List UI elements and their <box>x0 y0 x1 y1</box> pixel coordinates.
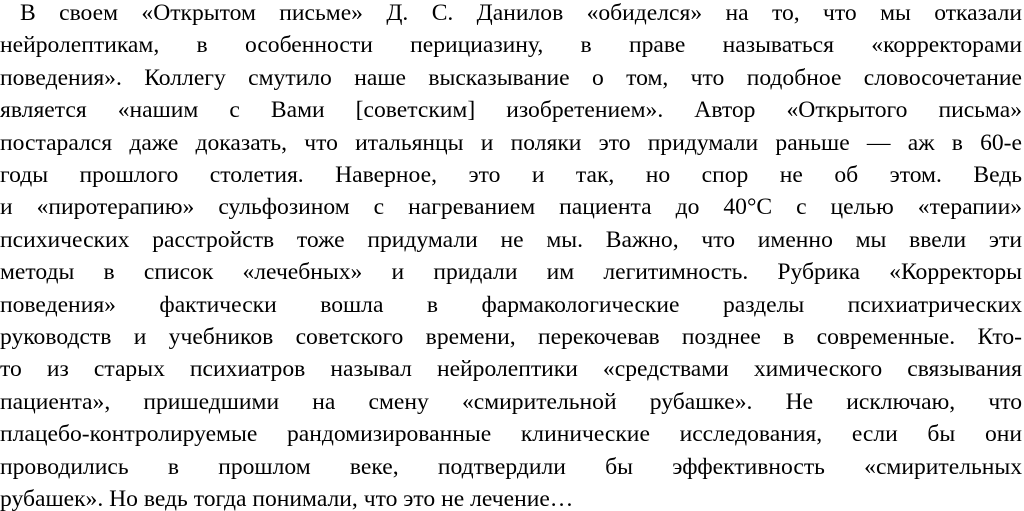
text-line: является «нашим с Вами [советским] изобретением». Автор «Открытого письма» <box>0 97 1022 124</box>
text-line: и «пиротерапию» сульфозином с нагреванием пациента до 40°C с целью «терапии» <box>0 194 1022 221</box>
text-line: рубашек». Но ведь тогда понимали, что это не лечение… <box>0 486 574 511</box>
text-line: проводились в прошлом веке, подтвердили бы эффективность «смирительных <box>0 453 1022 480</box>
text-line: пациента», пришедшими на смену «смирительной рубашке». Не исключаю, что <box>0 388 1022 415</box>
text-line: поведения». Коллегу смутило наше высказывание о том, что подобное словосочетание <box>0 64 1022 91</box>
text-line: годы прошлого столетия. Наверное, это и так, но спор не об этом. Ведь <box>0 162 1022 188</box>
text-line: методы в список «лечебных» и придали им легитимность. Рубрика «Корректоры <box>0 259 1022 286</box>
text-line: руководств и учебников советского времени, перекочевав позднее в современные. Кто- <box>0 324 1022 350</box>
text-line: плацебо-контролируемые рандомизированные клинические исследования, если бы они <box>0 421 1022 448</box>
text-line: то из старых психиатров называл нейролептики «средствами химического связывания <box>0 356 1022 383</box>
text-line: нейролептикам, в особенности перициазину, в праве называться «корректорами <box>0 32 1022 59</box>
text-line: постарался даже доказать, что итальянцы и поляки это придумали раньше — аж в 60-е <box>0 129 1022 156</box>
text-line: В своем «Открытом письме» Д. С. Данилов «обиделся» на то, что мы отказали <box>20 0 1022 26</box>
text-line: поведения» фактически вошла в фармакологические разделы психиатрических <box>0 291 1022 318</box>
text-line: психических расстройств тоже придумали не мы. Важно, что именно мы ввели эти <box>0 226 1022 253</box>
